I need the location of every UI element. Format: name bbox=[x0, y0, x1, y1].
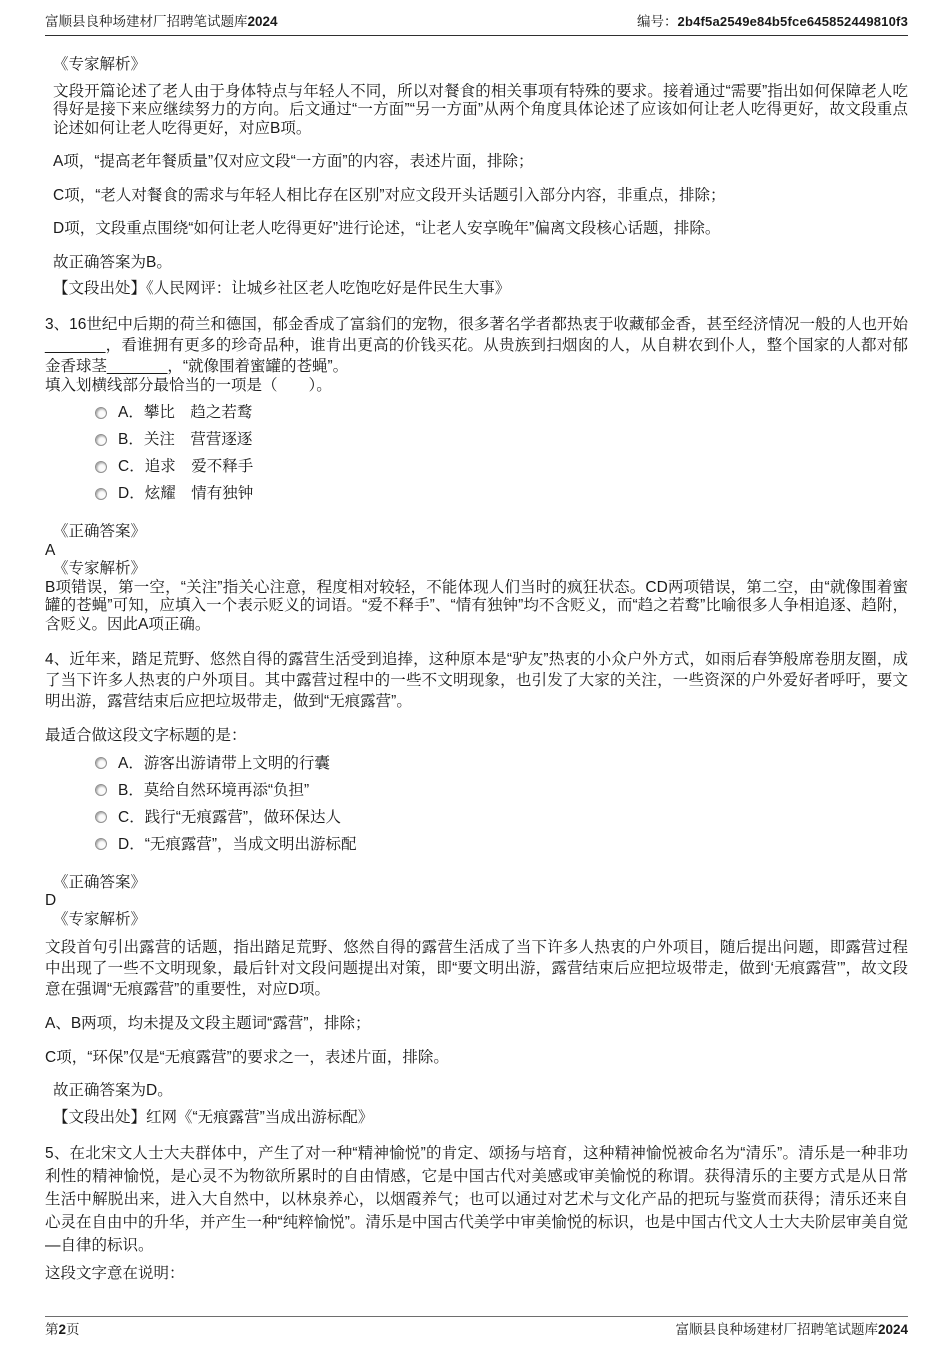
question-3-text: 3、16世纪中后期的荷兰和德国，郁金香成了富翁们的宠物，很多著名学者都热衷于收藏郁金香，甚至经济情况一般的人也开始_______，看谁拥有更多的珍奇品种，谁肯出更高的价钱买花。从贵族到扫烟囱的人，从自耕农到仆人，整个国家的人都对郁金香球茎_______，“就像围着蜜罐的苍蝇”。 bbox=[45, 315, 908, 375]
radio-button[interactable] bbox=[95, 461, 107, 473]
option-row-c[interactable] bbox=[95, 808, 908, 827]
page-header bbox=[45, 14, 908, 36]
option-label[interactable]: C．践行“无痕露营”，做环保达人 bbox=[118, 808, 342, 826]
question-4 bbox=[45, 649, 908, 1127]
option-label[interactable]: B．莫给自然环境再添“负担” bbox=[118, 781, 310, 799]
code-label: 编号： bbox=[637, 14, 678, 29]
option-row-c[interactable] bbox=[95, 457, 908, 476]
analysis-item-a: A项，“提高老年餐质量”仅对应文段“一方面”的内容，表述片面，排除； bbox=[53, 153, 534, 170]
passage-source: 【文段出处】《人民网评：让城乡社区老人吃饱吃好是件民生大事》 bbox=[53, 280, 511, 297]
radio-button[interactable] bbox=[95, 434, 107, 446]
question-4-text: 4、近年来，踏足荒野、悠然自得的露营生活受到追捧，这种原本是“驴友”热衷的小众户外方式，如雨后春笋般席卷朋友圈，成了当下许多人热衷的户外项目。其中露营过程中的一些不文明现象，也引发了大家的关注，一些资深的户外爱好者呼吁，要文明出游，露营结束后应把垃圾带走，做到“无痕露营”。 bbox=[45, 651, 908, 710]
analysis-paragraph: B项错误，第一空，“关注”指关心注意，程度相对较轻，不能体现人们当时的疯狂状态。CD两项错误，第二空，由“就像围着蜜罐的苍蝇”可知，应填入一个表示贬义的词语。“爱不释手”、“情有独钟”均不含贬义，而“趋之若鹜”比喻很多人争相追逐、趋附，含贬义。因此A项正确。 bbox=[45, 578, 908, 633]
option-label[interactable]: A．游客出游请带上文明的行囊 bbox=[118, 754, 330, 772]
question-5-prompt: 这段文字意在说明： bbox=[45, 1265, 185, 1282]
option-row-d[interactable] bbox=[95, 835, 908, 854]
correct-answer-heading: 《正确答案》 bbox=[53, 873, 147, 891]
header-title-year: 2024 bbox=[247, 14, 278, 29]
analysis-conclusion: 故正确答案为D。 bbox=[53, 1082, 173, 1099]
radio-button[interactable] bbox=[95, 757, 107, 769]
option-row-a[interactable] bbox=[95, 403, 908, 422]
question-5 bbox=[45, 1142, 908, 1284]
correct-answer-value: D bbox=[45, 892, 57, 909]
passage-source: 【文段出处】红网《“无痕露营”当成出游标配》 bbox=[53, 1108, 374, 1126]
page-number-value: 2 bbox=[58, 1322, 67, 1337]
option-label[interactable]: D．炫耀 情有独钟 bbox=[118, 485, 254, 502]
correct-answer-heading: 《正确答案》 bbox=[53, 523, 147, 540]
footer-title-text: 富顺县良种场建材厂招聘笔试题库 bbox=[675, 1322, 878, 1337]
header-title bbox=[45, 14, 278, 30]
code-value: 2b4f5a2549e84b5fce645852449810f3 bbox=[677, 14, 908, 29]
analysis-item-c: C项，“环保”仅是“无痕露营”的要求之一，表述片面，排除。 bbox=[45, 1048, 449, 1066]
option-label[interactable]: B．关注 营营逐逐 bbox=[118, 431, 253, 448]
header-title-text: 富顺县良种场建材厂招聘笔试题库 bbox=[45, 14, 248, 29]
option-label[interactable]: D．“无痕露营”，当成文明出游标配 bbox=[118, 835, 357, 853]
header-code bbox=[637, 14, 908, 30]
analysis-item-c: C项，“老人对餐食的需求与年轻人相比存在区别”对应文段开头话题引入部分内容，非重点，排除； bbox=[53, 186, 726, 204]
analysis-item-ab: A、B两项，均未提及文段主题词“露营”，排除； bbox=[45, 1015, 371, 1032]
radio-button[interactable] bbox=[95, 407, 107, 419]
option-row-d[interactable] bbox=[95, 484, 908, 503]
question-3-options bbox=[45, 403, 908, 503]
question-5-text: 5、在北宋文人士大夫群体中，产生了对一种“精神愉悦”的肯定、颂扬与培育，这种精神愉悦被命名为“清乐”。清乐是一种非功利性的精神愉悦，是心灵不为物欲所累时的自由情感，它是中国古代对美感或审美愉悦的称谓。获得清乐的主要方式是从日常生活中解脱出来，进入大自然中，以林泉养心，以烟霞养气；也可以通过对艺术与文化产品的把玩与鉴赏而获得；清乐还来自心灵在自由中的升华，并产生一种“纯粹愉悦”。清乐是中国古代美学中审美愉悦的标识，也是中国古代文人士大夫阶层审美自觉—自律的标识。 bbox=[45, 1145, 908, 1254]
expert-analysis-heading: 《专家解析》 bbox=[53, 560, 147, 577]
question-3-prompt: 填入划横线部分最恰当的一项是（ ）。 bbox=[45, 376, 332, 394]
analysis-item-d: D项，文段重点围绕“如何让老人吃得更好”进行论述，“让老人安享晚年”偏离文段核心话题，排除。 bbox=[53, 220, 721, 237]
expert-analysis-heading: 《专家解析》 bbox=[53, 910, 147, 928]
radio-button[interactable] bbox=[95, 784, 107, 796]
question-4-options bbox=[45, 754, 908, 854]
radio-button[interactable] bbox=[95, 838, 107, 850]
page-footer bbox=[45, 1316, 908, 1338]
option-label[interactable]: C．追求 爱不释手 bbox=[118, 458, 254, 475]
option-row-b[interactable] bbox=[95, 781, 908, 800]
radio-button[interactable] bbox=[95, 488, 107, 500]
radio-button[interactable] bbox=[95, 811, 107, 823]
expert-analysis-heading: 《专家解析》 bbox=[53, 56, 147, 73]
question-3 bbox=[45, 314, 908, 635]
analysis-conclusion: 故正确答案为B。 bbox=[53, 253, 172, 271]
page-number-prefix: 第 bbox=[45, 1322, 59, 1337]
question-4-prompt: 最适合做这段文字标题的是： bbox=[45, 727, 247, 744]
page-number bbox=[45, 1322, 80, 1338]
analysis-paragraph: 文段首句引出露营的话题，指出踏足荒野、悠然自得的露营生活成了当下许多人热衷的户外项目，随后提出问题，即露营过程中出现了一些不文明现象，最后针对文段问题提出对策，即“要文明出游，露营结束后应把垃圾带走，做到‘无痕露营’”，故文段意在强调“无痕露营”的重要性，对应D项。 bbox=[45, 939, 908, 998]
option-label[interactable]: A．攀比 趋之若鹜 bbox=[118, 404, 253, 421]
footer-title-year: 2024 bbox=[877, 1322, 908, 1337]
footer-title bbox=[675, 1322, 908, 1338]
correct-answer-value: A bbox=[45, 541, 56, 559]
analysis-paragraph: 文段开篇论述了老人由于身体特点与年轻人不同，所以对餐食的相关事项有特殊的要求。接着通过“需要”指出如何保障老人吃得好是接下来应继续努力的方向。后文通过“一方面”“另一方面”从两个角度具体论述了应该如何让老人吃得更好，故文段重点论述如何让老人吃得更好，对应B项。 bbox=[53, 82, 908, 137]
option-row-a[interactable] bbox=[95, 754, 908, 773]
page-number-suffix: 页 bbox=[66, 1322, 80, 1337]
option-row-b[interactable] bbox=[95, 430, 908, 449]
